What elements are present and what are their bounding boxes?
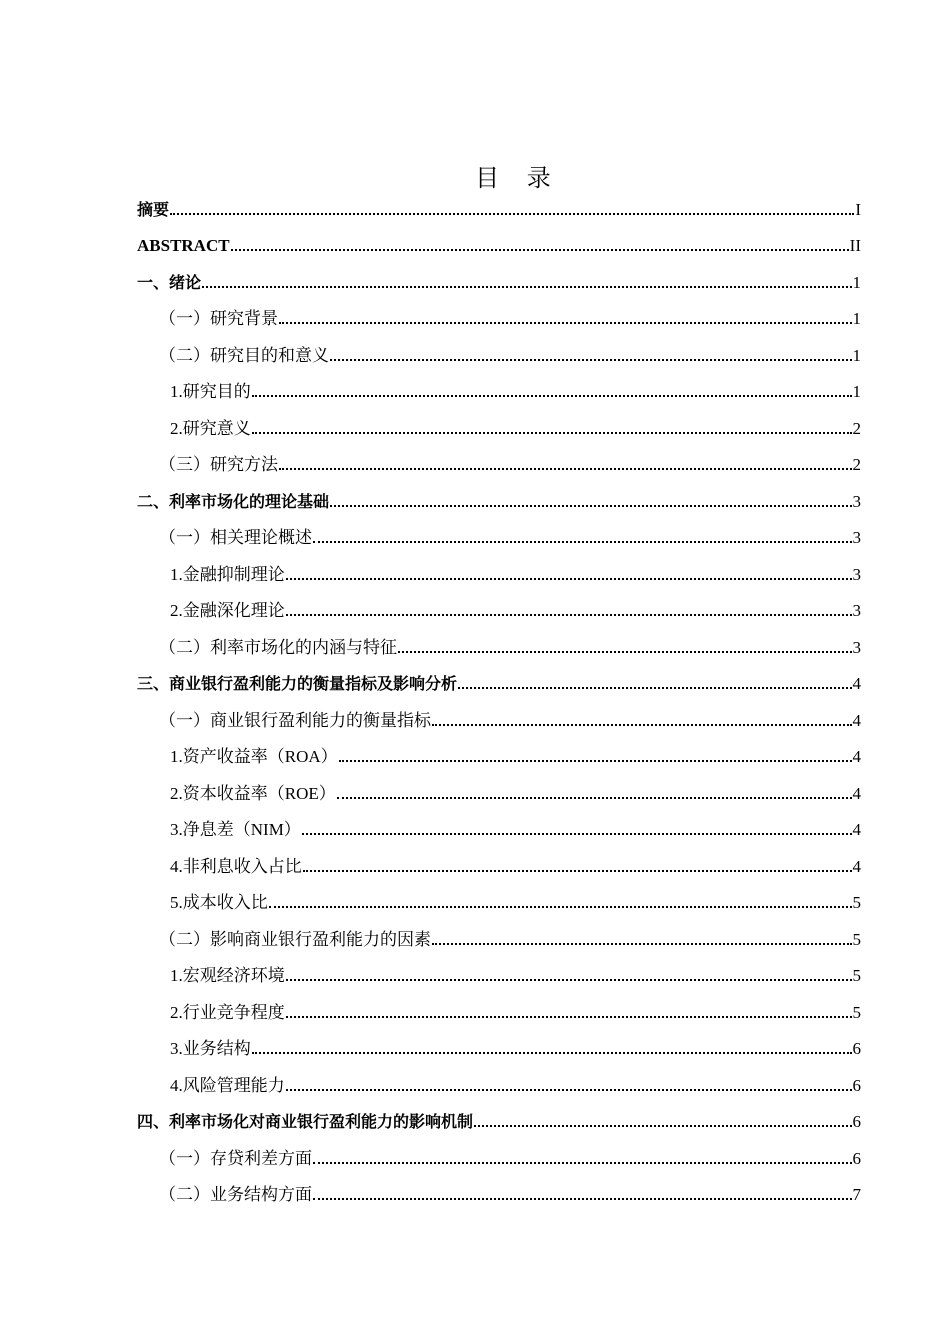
toc-entry[interactable]	[137, 806, 861, 843]
dot-leader	[302, 833, 852, 835]
dot-leader	[286, 979, 852, 981]
dot-leader	[252, 395, 852, 397]
toc-entry-label: （二）研究目的和意义	[159, 345, 329, 365]
toc-entry-page-number: 3	[852, 528, 861, 547]
toc-entry-label: （一）商业银行盈利能力的衡量指标	[159, 710, 431, 730]
dot-leader	[231, 249, 849, 251]
dot-leader	[432, 943, 852, 945]
dot-leader	[252, 1052, 852, 1054]
toc-entry-page-number: II	[849, 236, 861, 255]
dot-leader	[202, 286, 851, 288]
toc-entry[interactable]	[137, 550, 861, 587]
toc-entry-page-number: 6	[852, 1112, 861, 1131]
toc-entry-page-number: 3	[852, 491, 861, 511]
dot-leader	[252, 432, 852, 434]
toc-entry-label: 四、利率市场化对商业银行盈利能力的影响机制	[137, 1112, 474, 1131]
toc-entry-page-number: 2	[852, 418, 861, 438]
toc-entry-page-number: 3	[852, 564, 861, 584]
toc-entry-page-number: I	[855, 199, 861, 219]
toc-entry-label: 2.研究意义	[170, 418, 251, 438]
toc-entry-label: 2.资本收益率（ROE）	[170, 783, 336, 803]
toc-entry-label: 摘要	[137, 199, 170, 219]
toc-entry-label: 5.成本收入比	[170, 893, 268, 912]
toc-entry-label: 3.业务结构	[170, 1039, 251, 1058]
dot-leader	[286, 1016, 852, 1018]
toc-entry-page-number: 5	[852, 966, 861, 985]
dot-leader	[313, 1162, 852, 1164]
toc-entry-label: 三、商业银行盈利能力的衡量指标及影响分析	[137, 674, 458, 693]
toc-entry-page-number: 1	[852, 272, 861, 292]
dot-leader	[398, 651, 852, 653]
dot-leader	[286, 614, 852, 616]
toc-entry[interactable]	[137, 660, 861, 697]
toc-entry-page-number: 4	[852, 747, 861, 766]
toc-entry-label: 一、绪论	[137, 272, 202, 292]
toc-title: 目 录	[475, 164, 561, 192]
toc-entry-label: （三）研究方法	[159, 455, 278, 474]
dot-leader	[313, 541, 852, 543]
toc-entry[interactable]	[137, 915, 861, 952]
toc-entry-page-number: 1	[852, 382, 861, 401]
toc-entry-label: 二、利率市场化的理论基础	[137, 491, 330, 511]
toc-entry[interactable]	[137, 842, 861, 879]
dot-leader	[339, 760, 852, 762]
toc-entry[interactable]	[137, 477, 861, 514]
toc-entry-page-number: 5	[852, 893, 861, 912]
toc-entry-page-number: 5	[852, 929, 861, 949]
toc-entry-label: 2.行业竞争程度	[170, 1002, 285, 1022]
toc-entry[interactable]	[137, 222, 861, 259]
toc-entry[interactable]	[137, 258, 861, 295]
toc-entry-page-number: 7	[852, 1185, 861, 1204]
toc-entry[interactable]	[137, 295, 861, 332]
toc-entry-label: （一）研究背景	[159, 309, 278, 328]
dot-leader	[286, 578, 852, 580]
toc-entry[interactable]	[137, 404, 861, 441]
toc-entry[interactable]	[137, 879, 861, 916]
toc-entry-page-number: 4	[852, 674, 861, 693]
toc-entry[interactable]	[137, 952, 861, 989]
toc-entry-page-number: 2	[852, 455, 861, 474]
toc-entry[interactable]	[137, 1098, 861, 1135]
toc-entry-label: （一）存贷利差方面	[159, 1148, 312, 1168]
toc-entry-label: （一）相关理论概述	[159, 528, 312, 547]
toc-entry-label: ABSTRACT	[137, 236, 230, 255]
toc-entry[interactable]	[137, 587, 861, 624]
toc-entry-page-number: 4	[852, 710, 861, 730]
toc-entry-label: 1.金融抑制理论	[170, 564, 285, 584]
toc-entry[interactable]	[137, 696, 861, 733]
dot-leader	[269, 906, 852, 908]
dot-leader	[474, 1125, 851, 1127]
toc-entry-page-number: 1	[852, 345, 861, 365]
dot-leader	[432, 724, 852, 726]
toc-entry[interactable]	[137, 441, 861, 478]
dot-leader	[286, 1089, 852, 1091]
toc-entry-label: 4.非利息收入占比	[170, 856, 302, 876]
toc-entry[interactable]	[137, 368, 861, 405]
toc-entry-label: 3.净息差（NIM）	[170, 820, 301, 839]
toc-entry[interactable]	[137, 988, 861, 1025]
toc-entry[interactable]	[137, 769, 861, 806]
toc-list	[137, 185, 861, 1207]
toc-entry[interactable]	[137, 514, 861, 551]
toc-entry-label: 2.金融深化理论	[170, 601, 285, 620]
toc-entry-page-number: 4	[852, 783, 861, 803]
toc-entry-label: 1.资产收益率（ROA）	[170, 747, 338, 766]
toc-entry[interactable]	[137, 1025, 861, 1062]
dot-leader	[279, 322, 852, 324]
toc-entry-label: （二）利率市场化的内涵与特征	[159, 637, 397, 657]
toc-entry[interactable]	[137, 1134, 861, 1171]
toc-entry-page-number: 4	[852, 856, 861, 876]
toc-entry-label: （二）影响商业银行盈利能力的因素	[159, 929, 431, 949]
dot-leader	[458, 687, 851, 689]
toc-entry-page-number: 3	[852, 637, 861, 657]
toc-entry-page-number: 6	[852, 1148, 861, 1168]
toc-entry-label: 1.研究目的	[170, 382, 251, 401]
toc-entry-page-number: 1	[852, 309, 861, 328]
dot-leader	[330, 505, 851, 507]
toc-entry-page-number: 6	[852, 1039, 861, 1058]
dot-leader	[170, 213, 854, 215]
toc-entry-page-number: 6	[852, 1075, 861, 1095]
toc-entry-page-number: 4	[852, 820, 861, 839]
dot-leader	[303, 870, 852, 872]
toc-entry-label: 4.风险管理能力	[170, 1075, 285, 1095]
dot-leader	[313, 1198, 852, 1200]
toc-entry[interactable]	[137, 1061, 861, 1098]
dot-leader	[337, 797, 852, 799]
toc-entry[interactable]	[137, 733, 861, 770]
dot-leader	[279, 468, 852, 470]
dot-leader	[330, 359, 852, 361]
toc-entry-page-number: 3	[852, 601, 861, 620]
toc-entry[interactable]	[137, 331, 861, 368]
toc-entry[interactable]	[137, 1171, 861, 1208]
toc-entry-label: 1.宏观经济环境	[170, 966, 285, 985]
toc-entry-label: （二）业务结构方面	[159, 1185, 312, 1204]
toc-entry[interactable]	[137, 623, 861, 660]
toc-entry[interactable]	[137, 185, 861, 222]
toc-entry-page-number: 5	[852, 1002, 861, 1022]
